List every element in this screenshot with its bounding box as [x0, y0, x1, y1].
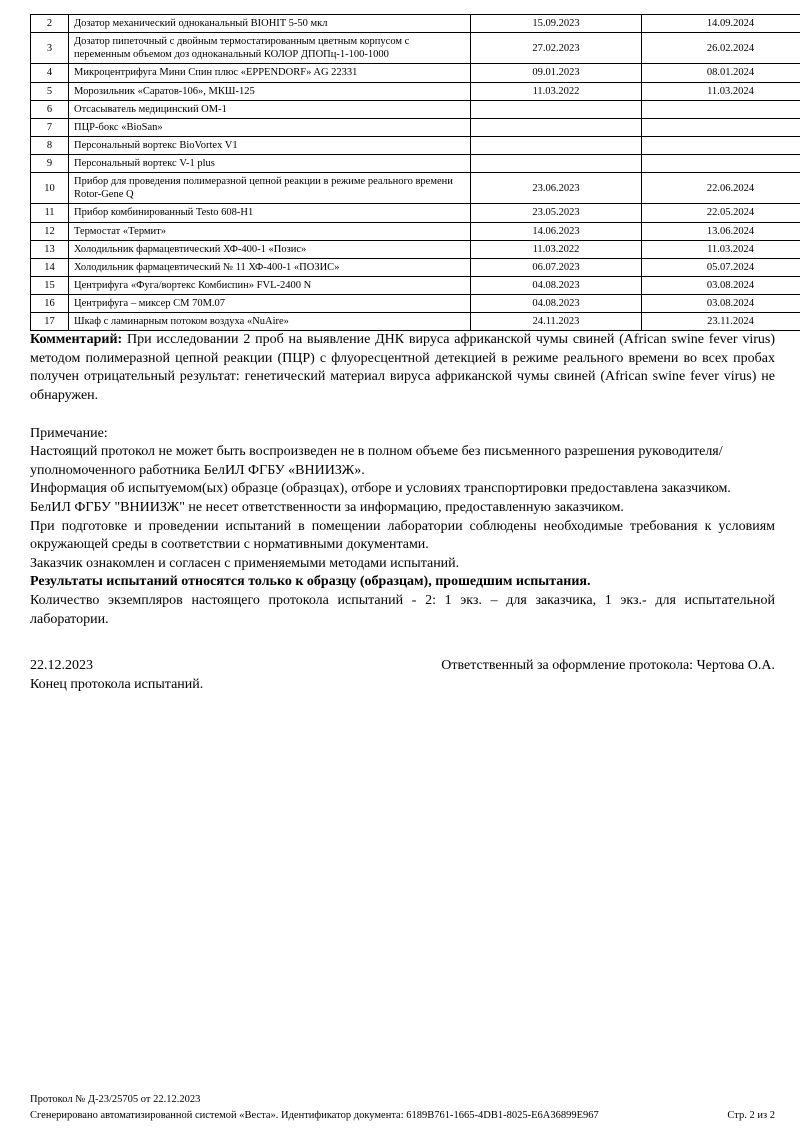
calibration-date: 06.07.2023	[471, 258, 642, 276]
note-line: Заказчик ознакомлен и согласен с применяемыми методами испытаний.	[30, 555, 460, 571]
equipment-name: Прибор для проведения полимеразной цепной реакции в режиме реального времени Rotor-Gene Q	[69, 173, 471, 204]
calibration-date: 24.11.2023	[471, 313, 642, 331]
table-row	[31, 222, 800, 240]
footer-second-line	[30, 1108, 775, 1124]
page-footer	[30, 1092, 775, 1123]
calibration-date: 15.09.2023	[471, 15, 642, 33]
table-row	[31, 155, 800, 173]
table-row	[31, 258, 800, 276]
note-line: При подготовке и проведении испытаний в помещении лаборатории соблюдены необходимые требования к условиям окружающей среды в соответствии с нормативными документами.	[30, 518, 775, 553]
footer-page-number: Стр. 2 из 2	[727, 1109, 775, 1121]
table-row	[31, 173, 800, 204]
table-row	[31, 100, 800, 118]
table-row	[31, 118, 800, 136]
valid-until-date: 05.07.2024	[642, 258, 800, 276]
table-row	[31, 276, 800, 294]
valid-until-date: 22.06.2024	[642, 173, 800, 204]
valid-until-date	[642, 100, 800, 118]
table-row	[31, 15, 800, 33]
equipment-name: Прибор комбинированный Testo 608-H1	[69, 204, 471, 222]
table-row	[31, 136, 800, 154]
calibration-date	[471, 136, 642, 154]
equipment-name: Холодильник фармацевтический № 11 ХФ-400-1 «ПОЗИС»	[69, 258, 471, 276]
equipment-name: Дозатор пипеточный с двойным термостатированным цветным корпусом с переменным объемом доз одноканальный КОЛОР ДПОПц-1-100-1000	[69, 33, 471, 64]
calibration-date: 04.08.2023	[471, 295, 642, 313]
equipment-table-body	[31, 15, 800, 331]
valid-until-date: 23.11.2024	[642, 313, 800, 331]
equipment-name: Отсасыватель медицинский ОМ-1	[69, 100, 471, 118]
note-line: Настоящий протокол не может быть воспроизведен не в полном объеме без письменного разрешения руководителя/уполномоченного работника БелИЛ ФГБУ «ВНИИЗЖ».	[30, 444, 723, 478]
comment-text: При исследовании 2 проб на выявление ДНК вируса африканской чумы свиней (African swine fever virus) методом полимеразной цепной реакции (ПЦР) с флуоресцентной детекцией в режиме реального времени во всех пробах получен отрицательный результат: генетический материал вируса африканской чумы свиней (African swine fever virus) не обнаружен.	[30, 332, 776, 404]
signature-row	[30, 657, 775, 676]
calibration-date: 09.01.2023	[471, 64, 642, 82]
notes-list	[30, 443, 775, 629]
valid-until-date	[642, 118, 800, 136]
row-number: 9	[31, 155, 69, 173]
note-line: БелИЛ ФГБУ "ВНИИЗЖ" не несет ответственности за информацию, предоставленную заказчиком.	[30, 500, 624, 515]
row-number: 14	[31, 258, 69, 276]
valid-until-date: 13.06.2024	[642, 222, 800, 240]
valid-until-date: 26.02.2024	[642, 33, 800, 64]
equipment-name: Термостат «Термит»	[69, 222, 471, 240]
valid-until-date: 03.08.2024	[642, 276, 800, 294]
calibration-date: 04.08.2023	[471, 276, 642, 294]
calibration-date: 23.06.2023	[471, 173, 642, 204]
row-number: 4	[31, 64, 69, 82]
valid-until-date: 11.03.2024	[642, 82, 800, 100]
notes-heading: Примечание:	[30, 425, 108, 441]
note-line: Информация об испытуемом(ых) образце (образцах), отборе и условиях транспортировки предоставлена заказчиком.	[30, 481, 731, 497]
row-number: 7	[31, 118, 69, 136]
row-number: 2	[31, 15, 69, 33]
row-number: 8	[31, 136, 69, 154]
valid-until-date: 22.05.2024	[642, 204, 800, 222]
row-number: 11	[31, 204, 69, 222]
table-row	[31, 82, 800, 100]
row-number: 3	[31, 33, 69, 64]
calibration-date: 11.03.2022	[471, 240, 642, 258]
valid-until-date: 08.01.2024	[642, 64, 800, 82]
row-number: 6	[31, 100, 69, 118]
table-row	[31, 64, 800, 82]
note-line: Результаты испытаний относятся только к образцу (образцам), прошедшим испытания.	[30, 574, 591, 590]
equipment-name: Морозильник «Саратов-106», МКШ-125	[69, 82, 471, 100]
equipment-name: Дозатор механический одноканальный BIOHIT 5-50 мкл	[69, 15, 471, 33]
valid-until-date: 03.08.2024	[642, 295, 800, 313]
equipment-name: Центрифуга «Фуга/вортекс Комбиспин» FVL-2400 N	[69, 276, 471, 294]
row-number: 13	[31, 240, 69, 258]
calibration-date: 14.06.2023	[471, 222, 642, 240]
calibration-date	[471, 118, 642, 136]
protocol-date: 22.12.2023	[30, 658, 93, 674]
table-row	[31, 313, 800, 331]
notes-section	[30, 425, 775, 630]
equipment-name: Холодильник фармацевтический ХФ-400-1 «Позис»	[69, 240, 471, 258]
row-number: 12	[31, 222, 69, 240]
valid-until-date: 11.03.2024	[642, 240, 800, 258]
row-number: 16	[31, 295, 69, 313]
equipment-table	[30, 14, 800, 331]
footer-protocol-number: Протокол № Д-23/25705 от 22.12.2023	[30, 1094, 201, 1105]
calibration-date	[471, 100, 642, 118]
end-of-protocol-line: Конец протокола испытаний.	[30, 676, 204, 692]
equipment-name: Персональный вортекс BioVortex V1	[69, 136, 471, 154]
comment-label: Комментарий:	[30, 332, 123, 348]
calibration-date: 23.05.2023	[471, 204, 642, 222]
comment-paragraph	[30, 331, 775, 405]
equipment-name: ПЦР-бокс «BioSan»	[69, 118, 471, 136]
table-row	[31, 204, 800, 222]
table-row	[31, 295, 800, 313]
equipment-name: Персональный вортекс V-1 plus	[69, 155, 471, 173]
equipment-name: Микроцентрифуга Мини Спин плюс «EPPENDORF» AG 22331	[69, 64, 471, 82]
equipment-name: Шкаф с ламинарным потоком воздуха «NuAire»	[69, 313, 471, 331]
valid-until-date: 14.09.2024	[642, 15, 800, 33]
responsible-person: Ответственный за оформление протокола: Чертова О.А.	[441, 658, 775, 674]
calibration-date	[471, 155, 642, 173]
row-number: 10	[31, 173, 69, 204]
footer-generated-info: Сгенерировано автоматизированной системой «Веста». Идентификатор документа: 6189B761-1665-4DB1-8025-E6A36899E967	[30, 1109, 599, 1121]
row-number: 5	[31, 82, 69, 100]
valid-until-date	[642, 155, 800, 173]
table-row	[31, 33, 800, 64]
valid-until-date	[642, 136, 800, 154]
equipment-name: Центрифуга – миксер СМ 70М.07	[69, 295, 471, 313]
calibration-date: 27.02.2023	[471, 33, 642, 64]
row-number: 17	[31, 313, 69, 331]
table-row	[31, 240, 800, 258]
row-number: 15	[31, 276, 69, 294]
note-line: Количество экземпляров настоящего протокола испытаний - 2: 1 экз. – для заказчика, 1 экз.- для испытательной лаборатории.	[30, 592, 775, 627]
calibration-date: 11.03.2022	[471, 82, 642, 100]
